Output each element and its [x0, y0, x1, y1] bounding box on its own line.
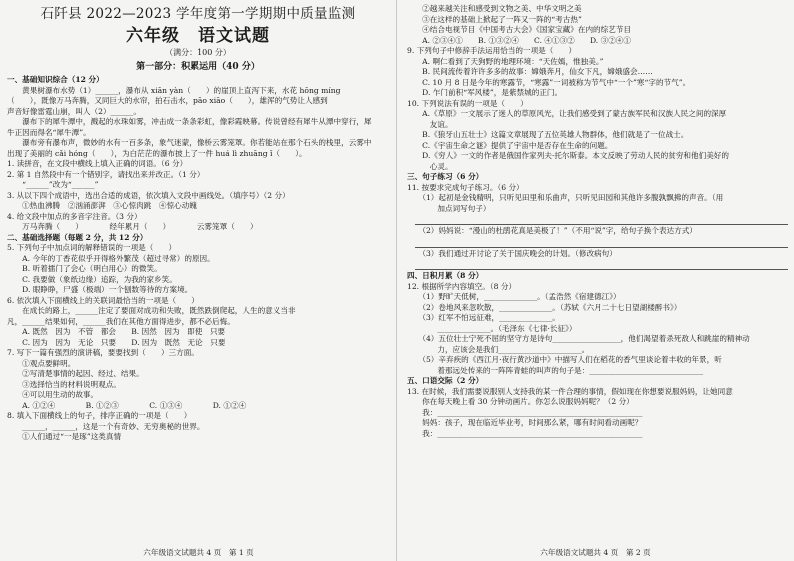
text-line: A. ①②④ B. ①②③ C. ①③④ D. ①②④ — [7, 400, 247, 410]
text-line: （ ），既像万马奔腾，又同巨大的水帘，拍石击水，pāo xiāo（ ），雄浑的气势让人感到 — [7, 96, 328, 105]
section-heading: 二、基础选择题（每题 2 分，共 12 分） — [7, 232, 148, 242]
text-line: C.《宇宙生命之谜》提供了宇宙中是否存在生命的问题。 — [407, 140, 613, 150]
answer-line[interactable] — [415, 214, 788, 225]
text-line: （3）我们通过开讨论了关于国庆晚会的计划。（修改病句） — [407, 248, 617, 258]
text-line: A. 啊仁看到了天狗野的地理环境：“天佐嫣，惟独美。” — [407, 56, 604, 66]
text-line: 12. 根据所学内容填空。（8 分） — [407, 281, 517, 291]
text-line: ②越来越关注和感受到文物之美、中华文明之美 — [407, 4, 582, 13]
text-line: 声音好像雷霆山崩，叫人（2）______。 — [7, 106, 141, 116]
text-line: 万马奔腾（ ） 经年累月（ ） 云雾笼罩（ ） — [7, 222, 258, 231]
text-line: 在成长的路上，______注定了要面对成功和失败，既然跌倒爬起，人生的意义当非 — [7, 306, 296, 315]
part-heading: 第一部分：积累运用（40 分） — [136, 62, 260, 72]
text-line: ③在这样的基础上掀起了一阵又一阵的“考古热” — [407, 14, 582, 24]
text-line: 1. 读拼音，在文段中横线上填入正确的词语。（6 分） — [7, 159, 188, 168]
text-line: （1）起初是金钱精明，只听见田里和乐曲声，只听见田园和其他许多腹孰飘拂的声音。（用 — [407, 193, 724, 202]
text-line: （3）红军不怕远征难，______________。 — [407, 313, 560, 322]
text-line: C. 我要做（象纸边缘）追踪，为我的家乡笑。 — [7, 274, 177, 284]
text-line: 我：______________________________________________________ — [407, 428, 643, 438]
text-line: （1）野旷天低树，______________。（孟浩然《宿建德江》） — [407, 292, 621, 301]
text-line: D.《穷人》一文的作者是俄国作家列夫·托尔斯泰。本文反映了劳动人民的贫穷和他们美好的 — [407, 151, 729, 160]
section-heading: 一、基础知识综合（12 分） — [7, 75, 104, 84]
text-line: ②写清楚事情的起因、经过、结果。 — [7, 369, 144, 378]
text-line: （4）五位壮士宁死不屈的坚守方是诗句__________________，他们渴望着杀死敌人和跳崖的精神动 — [407, 334, 750, 343]
text-line: ______________。（毛泽东《七律·长征》） — [407, 323, 577, 333]
text-line: ①人们通过“一是琢”这类真情 — [7, 432, 122, 441]
text-line: 瀑布下的犀牛潭中，溅起的水珠如雾，冲击成一条条彩虹，像彩霞映幕。传说曾经有犀牛从潭中穿行，犀 — [7, 117, 372, 126]
text-line: A. ②③④① B. ①③②④ C. ④①③② D. ③②④① — [407, 35, 631, 45]
page-2-content — [407, 4, 788, 439]
text-line: ③选择恰当的材料说明观点。 — [7, 379, 121, 389]
text-line: 妈妈：孩子，现在临近毕业考，时间那么紧，哪有时间看动画呢？ — [407, 418, 643, 427]
text-line: 9. 下列句子中修辞手法运用恰当的一项是（ ） — [407, 46, 577, 55]
text-line: B. 民间流传着许许多多的故事：嫦娥奔月，仙女下凡，嫦娥盛会…… — [407, 67, 653, 76]
text-line: D. 乍门前积“军风楼”，是紫禁城的正门。 — [407, 88, 563, 97]
text-line: （2）妈妈说：“漫山的杜鹃花真是美极了！”（不用“说”字，给句子换个表达方式） — [407, 226, 697, 235]
text-line: 力，应该会是我们______________________。 — [407, 344, 590, 354]
text-line: 瀑布旁有瀑布声，微妙的水有一百多条，象气迷蒙，像桥云雾笼罩。你若能站在那个石头的栈里，云雾中 — [7, 138, 372, 147]
text-line: ______，______，这是一个有奇妙、无穷奥秘的世界。 — [7, 421, 205, 431]
text-line: C. 10 月 8 日是今年的寒露节，“寒露”一词被称为节气中“一个”寒“字的节气”。 — [407, 77, 691, 87]
exam-grade-subject: 六年级 语文试题 — [126, 26, 270, 46]
text-line: 2. 第 1 自然段中有一个错别字，请找出来并改正。（1 分） — [7, 169, 205, 179]
text-line: A. 今年的丁香花似乎开得格外繁茂（超过寻常）的原因。 — [7, 253, 215, 263]
text-line: 友谊。 — [407, 119, 453, 129]
text-line: （2）卷地风来忽吹散，______________。（苏轼《六月二十七日望湖楼醉书》） — [407, 302, 682, 312]
text-line: 10. 下列说法有误的一项是（ ） — [407, 98, 528, 108]
text-line: 11. 按要求完成句子练习。（6 分） — [407, 182, 524, 192]
text-line: 4. 给文段中加点的多音字注音。（3 分） — [7, 211, 142, 221]
text-line: 黄果树瀑布水势（1）______，瀑布从 xiān yàn（ ）的崖顶上直泻下来，水花 hōng míng — [7, 85, 341, 95]
text-line: D. 眼睁睁，尸盛（极端）一个刨数等待的方案境。 — [7, 285, 193, 294]
text-line: 13. 在时候，我们需要说服别人支持我的某一件合理的事情，假如现在你想要说服妈妈，让她同意 — [407, 386, 733, 396]
text-line: 出现了美丽的 cǎi hóng（ ），为白茫茫的瀑布披上了一件 huá lì zhuāng ǐ（ ）。 — [7, 148, 307, 158]
text-line: B. 听着擂门了会心（明白用心）的微笑。 — [7, 264, 162, 273]
text-line: C. 因为 因为 无论 只要 D. 因为 既然 无论 只要 — [7, 337, 226, 347]
text-line: 5. 下列句子中加点词的解释错误的一项是（ ） — [7, 243, 177, 252]
section-heading: 三、句子练习（6 分） — [407, 172, 484, 181]
text-line: “______”改为“______” — [7, 180, 99, 189]
text-line: ④结合电视节目《中国考古大会》《国家宝藏》在内的综艺节目 — [407, 25, 632, 34]
text-line: ①热血沸腾 ②汹涌澎湃 ③心惊肉跳 ④惊心动魄 — [7, 201, 197, 210]
text-line: A. 既然 因为 不管 都会 B. 因然 因为 即使 只要 — [7, 327, 226, 336]
text-line: （5）辛弃疾的《西江月·夜行黄沙道中》中描写人们在稻花的香气里谈论着丰收的年景，听 — [407, 355, 722, 364]
exam-page-2 — [397, 0, 794, 561]
score-note: （满分：100 分） — [165, 48, 231, 57]
answer-line[interactable] — [415, 237, 788, 248]
text-line: 凡，______结果如何，______我们在其他方面得进步，都不必后悔。 — [7, 316, 235, 326]
text-line: A.《草原》一文展示了迷人的草原风光，让我们感受到了蒙古族军民和汉族人民之间的深厚 — [407, 109, 727, 118]
text-line: 你在每天晚上看 30 分钟动画片。你怎么说服妈妈呢？（2 分） — [407, 397, 634, 406]
section-heading: 四、日积月累（8 分） — [407, 271, 484, 280]
page-1-content — [7, 75, 389, 443]
text-line: 7. 写下一篇有强烈的演讲稿，要要找到（ ）三方面。 — [7, 348, 199, 357]
text-line: 牛正因而得名“犀牛潭”。 — [7, 127, 91, 137]
text-line: 8. 填入下面横线上的句子，排序正确的一项是（ ） — [7, 411, 192, 420]
text-line: ①观点要鲜明。 — [7, 358, 76, 368]
text-line: 加点词写句子） — [407, 203, 491, 213]
page-2-footer: 六年级语文试题共 4 页 第 2 页 — [540, 548, 651, 557]
text-line: 心灵。 — [407, 161, 453, 171]
text-line: 3. 从以下四个成语中，选出合适的成语，依次填入文段中画线处。（填序号）（2 分） — [7, 190, 290, 200]
text-line: B.《狼牙山五壮士》这篇文章展现了五位英雄人物群体，他们就是了一位战士。 — [407, 130, 689, 139]
page-1-footer: 六年级语文试题共 4 页 第 1 页 — [143, 548, 254, 557]
text-line: 我：______________________________________________________ — [407, 407, 643, 417]
section-heading: 五、口语交际（2 分） — [407, 376, 484, 385]
text-line: 着那远处传来的一阵阵青蛙的叫声的句子是：______________________________ — [407, 365, 704, 375]
answer-line[interactable] — [415, 259, 788, 270]
text-line: 6. 依次填入下面横线上的关联词最恰当的一项是（ ） — [7, 295, 199, 305]
exam-title: 石阡县 2022—2023 学年度第一学期期中质量监测 — [40, 6, 356, 22]
text-line: ④可以用生动的故事。 — [7, 390, 99, 399]
